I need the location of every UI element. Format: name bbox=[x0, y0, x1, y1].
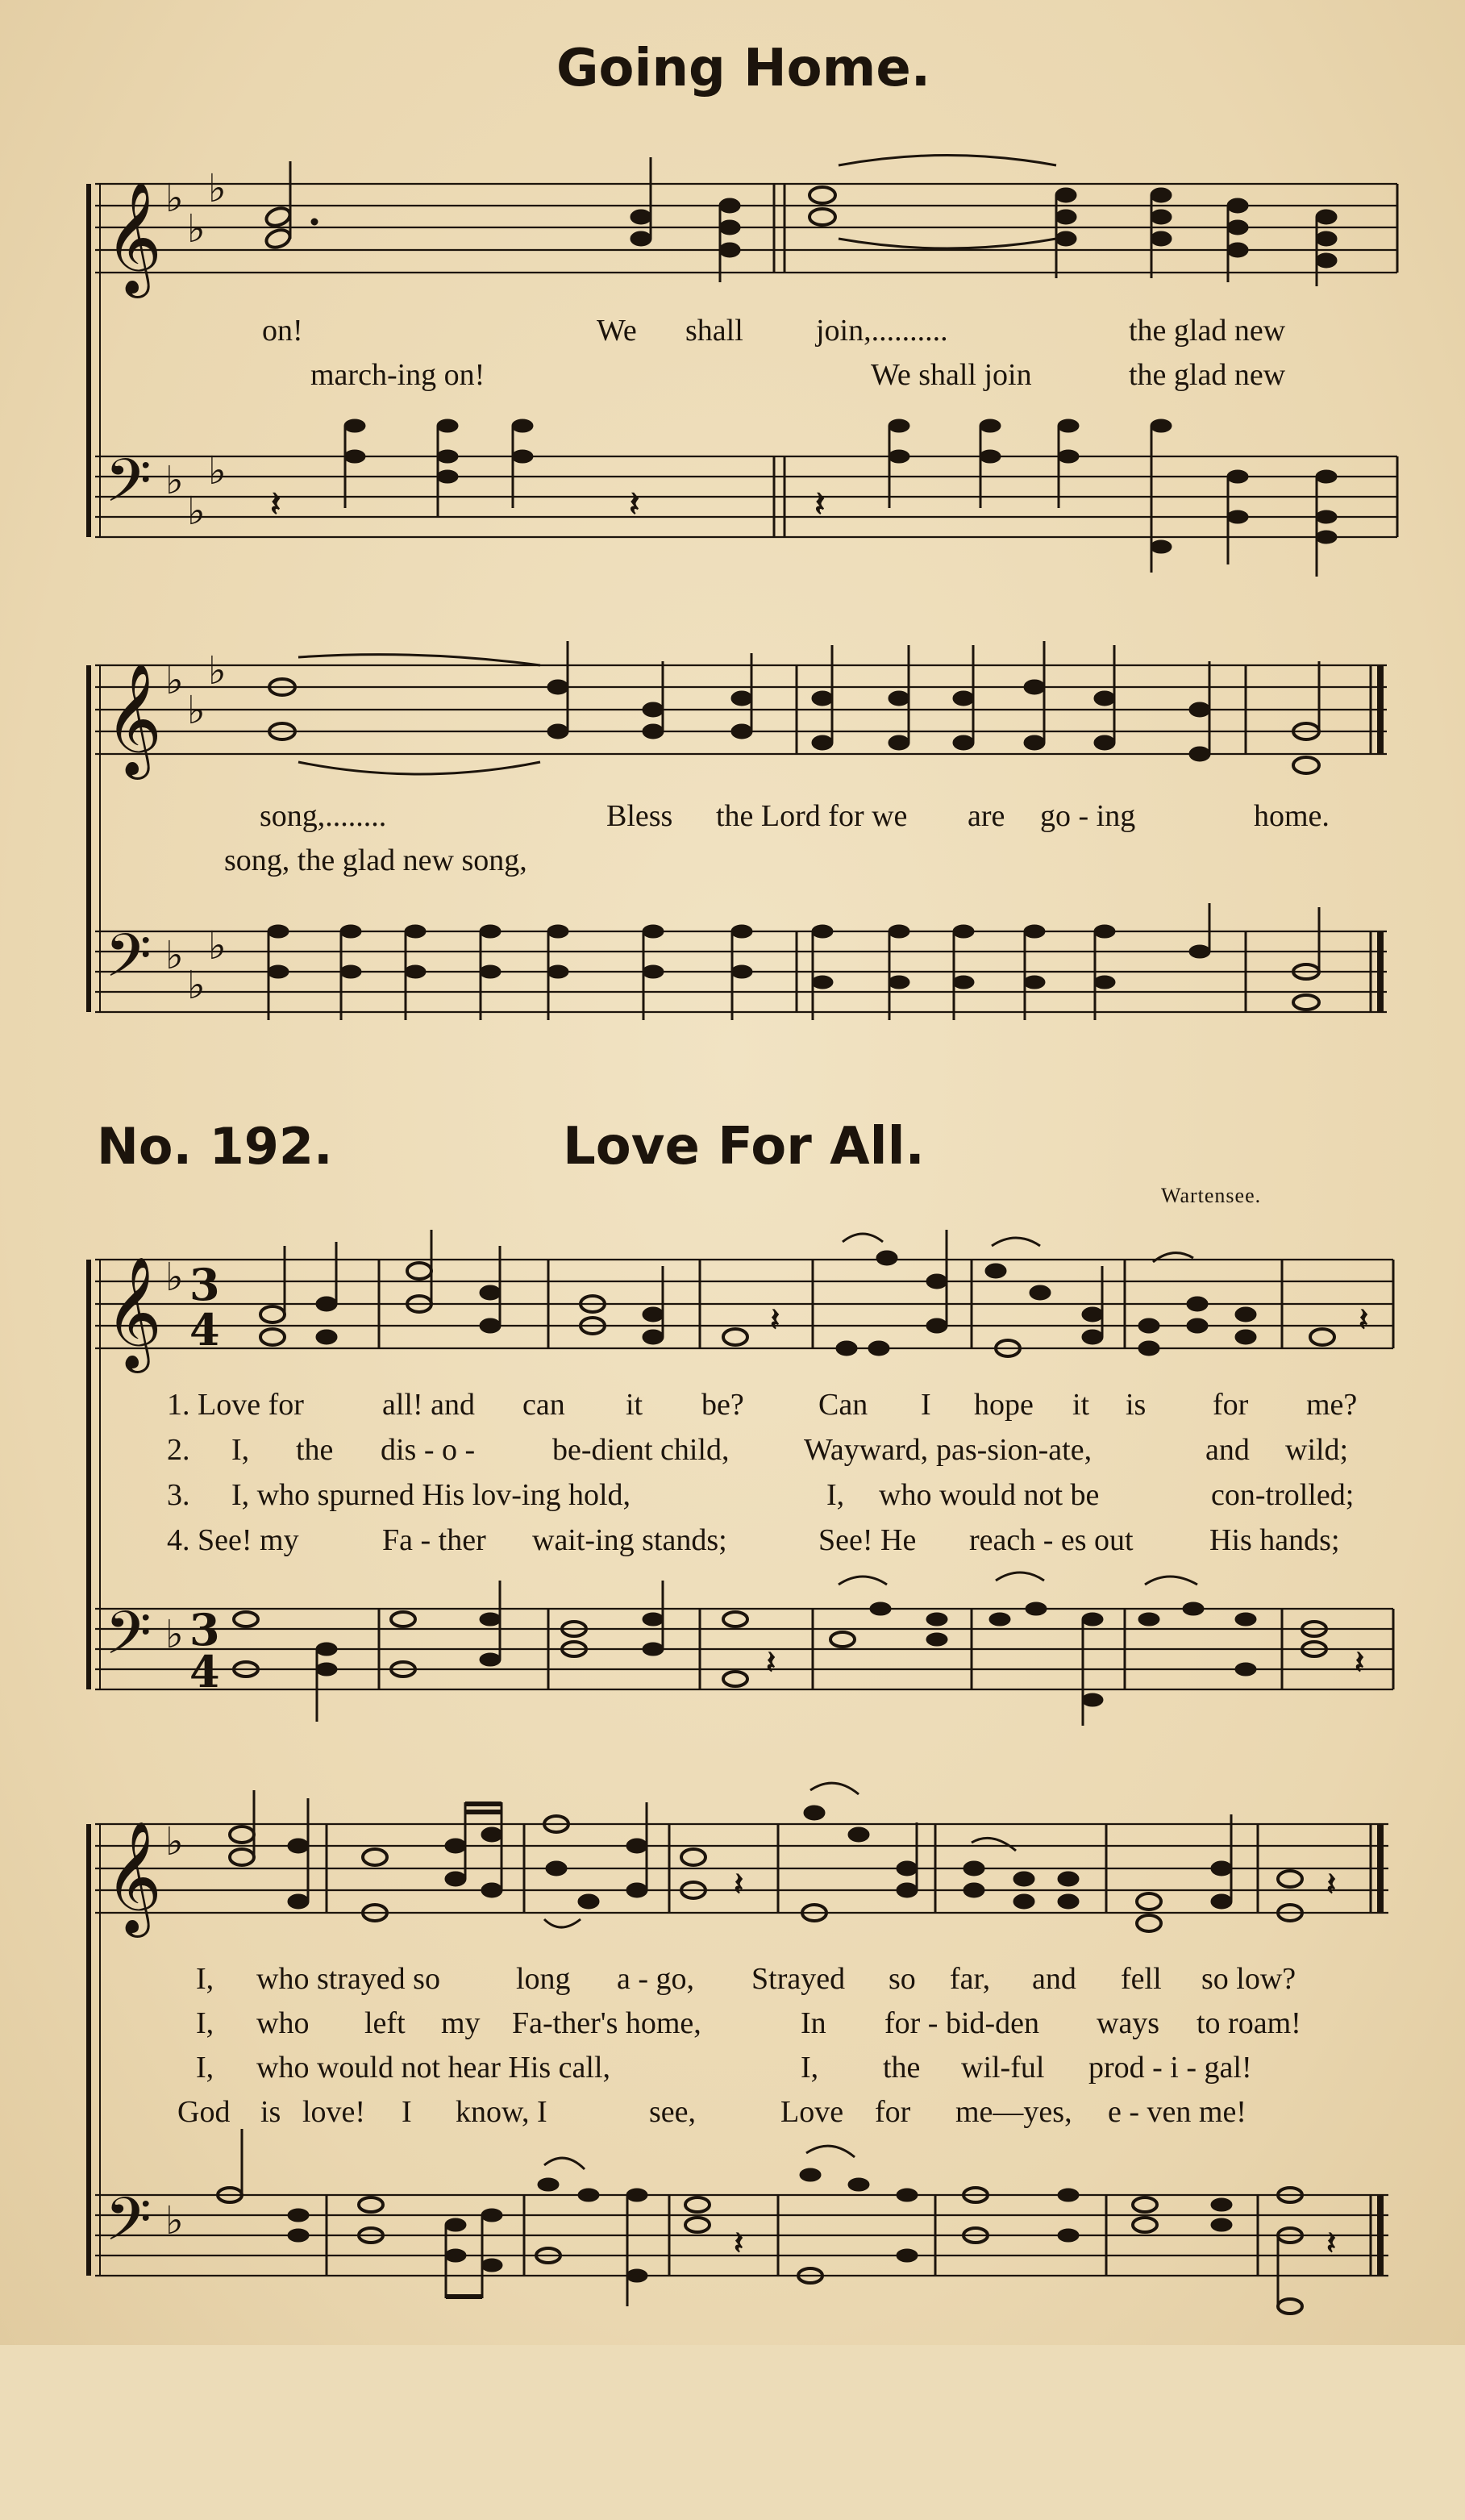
lyric-word: know, I bbox=[456, 2095, 547, 2129]
lyric-word: song, the glad new song, bbox=[224, 843, 527, 877]
lyric-word: I bbox=[921, 1388, 931, 1422]
hymn-title-love-for-all: Love For All. bbox=[563, 1117, 925, 1177]
svg-text:𝄽: 𝄽 bbox=[1359, 1302, 1369, 1339]
lyric-word: fell bbox=[1121, 1962, 1162, 1996]
svg-text:♭: ♭ bbox=[165, 1255, 184, 1300]
svg-text:♭: ♭ bbox=[187, 963, 206, 1008]
lyric-word: I bbox=[402, 2095, 412, 2129]
lyric-word: far, bbox=[950, 1962, 991, 1996]
lyric-word: the bbox=[883, 2051, 921, 2085]
svg-text:𝄽: 𝄽 bbox=[1326, 1866, 1337, 1903]
lyric-word: be? bbox=[701, 1388, 744, 1422]
svg-text:♭: ♭ bbox=[165, 176, 184, 221]
lyric-word: Love bbox=[780, 2095, 844, 2129]
lyric-word: are bbox=[968, 799, 1005, 833]
lyric-word: join,.......... bbox=[816, 314, 948, 348]
lyric-word: the glad new bbox=[1129, 314, 1286, 348]
svg-text:𝄽: 𝄽 bbox=[734, 2225, 744, 2262]
lyric-word: the glad new bbox=[1129, 358, 1286, 392]
lyric-word: hope bbox=[974, 1388, 1034, 1422]
lyric-word: prod - i - gal! bbox=[1088, 2051, 1252, 2085]
hymn-title-going-home: Going Home. bbox=[556, 39, 931, 98]
lyric-word: Fa - ther bbox=[382, 1523, 486, 1557]
svg-text:𝄽: 𝄽 bbox=[734, 1866, 744, 1903]
svg-text:♭: ♭ bbox=[187, 489, 206, 534]
svg-text:♭: ♭ bbox=[208, 166, 227, 211]
lyric-word: I, bbox=[196, 1962, 214, 1996]
time-sig-top: 3 bbox=[189, 1604, 220, 1656]
lyric-word: 3. bbox=[167, 1478, 190, 1512]
svg-text:♭: ♭ bbox=[165, 1819, 184, 1864]
hymn-number: No. 192. bbox=[97, 1117, 333, 1176]
lyric-word: I, bbox=[196, 2006, 214, 2040]
lyric-word: I, bbox=[801, 2051, 819, 2085]
lyric-word: Bless bbox=[606, 799, 673, 833]
svg-text:♭: ♭ bbox=[165, 458, 184, 503]
lyric-word: Strayed bbox=[751, 1962, 846, 1996]
composer-credit: Wartensee. bbox=[1161, 1184, 1262, 1207]
time-sig-top: 3 bbox=[189, 1259, 220, 1310]
svg-text:𝄽: 𝄽 bbox=[270, 484, 281, 525]
svg-text:𝄽: 𝄽 bbox=[1355, 1644, 1365, 1681]
bass-clef-icon: 𝄢 bbox=[105, 446, 152, 531]
treble-clef-icon: 𝄞 bbox=[105, 181, 162, 294]
lyric-word: for - bid-den bbox=[884, 2006, 1040, 2040]
svg-text:♭: ♭ bbox=[208, 648, 227, 694]
lyric-word: song,........ bbox=[260, 799, 387, 833]
lyric-word: me—yes, bbox=[955, 2095, 1072, 2129]
lyric-word: 1. Love for bbox=[167, 1388, 304, 1422]
svg-text:𝄽: 𝄽 bbox=[1326, 2225, 1337, 2262]
lyric-word: shall bbox=[685, 314, 743, 348]
lyric-word: and bbox=[1032, 1962, 1076, 1996]
lyric-word: who strayed so bbox=[256, 1962, 440, 1996]
lyric-word: wait-ing stands; bbox=[532, 1523, 727, 1557]
treble-clef-icon: 𝄞 bbox=[105, 1256, 162, 1368]
lyric-word: 4. See! my bbox=[167, 1523, 299, 1557]
lyric-word: con-trolled; bbox=[1211, 1478, 1355, 1512]
svg-text:♭: ♭ bbox=[165, 1612, 184, 1657]
lyric-word: We shall join bbox=[871, 358, 1032, 392]
svg-text:𝄽: 𝄽 bbox=[770, 1302, 780, 1339]
svg-text:♭: ♭ bbox=[187, 688, 206, 733]
lyric-word: can bbox=[522, 1388, 565, 1422]
svg-text:𝄽: 𝄽 bbox=[814, 484, 826, 525]
lyric-word: march-ing on! bbox=[310, 358, 485, 392]
treble-notes-4 bbox=[230, 1783, 1336, 1931]
treble-clef-icon: 𝄞 bbox=[105, 1821, 162, 1933]
lyric-word: Can bbox=[818, 1388, 868, 1422]
svg-text:♭: ♭ bbox=[208, 448, 227, 494]
lyric-word: I, bbox=[826, 1478, 845, 1512]
lyric-word: be-dient child, bbox=[552, 1433, 730, 1467]
lyric-word: it bbox=[1072, 1388, 1090, 1422]
lyric-word: to roam! bbox=[1197, 2006, 1301, 2040]
lyric-word: so low? bbox=[1201, 1962, 1296, 1996]
lyric-word: ways bbox=[1097, 2006, 1160, 2040]
lyric-word: dis - o - bbox=[381, 1433, 476, 1467]
lyric-word: reach - es out bbox=[969, 1523, 1134, 1557]
svg-text:♭: ♭ bbox=[208, 923, 227, 968]
bass-clef-icon: 𝄢 bbox=[105, 921, 152, 1006]
bass-clef-icon: 𝄢 bbox=[105, 2185, 152, 2269]
lyric-word: is bbox=[1126, 1388, 1147, 1422]
lyric-word: who bbox=[256, 2006, 310, 2040]
svg-text:♭: ♭ bbox=[165, 658, 184, 703]
lyric-word: wild; bbox=[1285, 1433, 1349, 1467]
lyric-word: I, bbox=[231, 1433, 250, 1467]
lyric-word: Fa-ther's home, bbox=[512, 2006, 701, 2040]
bass-clef-icon: 𝄢 bbox=[105, 1598, 152, 1683]
lyric-word: pas-sion-ate, bbox=[936, 1433, 1093, 1467]
lyric-word: I, bbox=[196, 2051, 214, 2085]
time-sig-bottom: 4 bbox=[189, 1646, 220, 1697]
lyric-word: His hands; bbox=[1209, 1523, 1340, 1557]
lyric-word: who would not hear His call, bbox=[256, 2051, 611, 2085]
svg-text:𝄽: 𝄽 bbox=[629, 484, 640, 525]
lyric-word: who would not be bbox=[879, 1478, 1100, 1512]
lyric-word: We bbox=[597, 314, 637, 348]
svg-text:♭: ♭ bbox=[165, 933, 184, 978]
lyric-word: See! He bbox=[818, 1523, 917, 1557]
lyric-word: and bbox=[1205, 1433, 1250, 1467]
lyric-word: for bbox=[1213, 1388, 1249, 1422]
lyric-word: 2. bbox=[167, 1433, 190, 1467]
lyric-word: my bbox=[441, 2006, 481, 2040]
lyric-word: a - go, bbox=[617, 1962, 695, 1996]
lyric-word: the Lord for we bbox=[716, 799, 908, 833]
lyric-word: for bbox=[875, 2095, 911, 2129]
lyric-word: the bbox=[296, 1433, 334, 1467]
lyric-word: go - ing bbox=[1040, 799, 1136, 833]
lyric-word: I, who spurned His lov-ing hold, bbox=[231, 1478, 631, 1512]
lyric-word: it bbox=[626, 1388, 643, 1422]
lyric-word: left bbox=[364, 2006, 406, 2040]
lyric-word: home. bbox=[1254, 799, 1330, 833]
lyric-word: love! bbox=[302, 2095, 366, 2129]
svg-text:𝄽: 𝄽 bbox=[766, 1644, 776, 1681]
verse-line-8 bbox=[0, 2094, 1465, 2520]
svg-text:♭: ♭ bbox=[165, 2198, 184, 2243]
lyric-word: on! bbox=[262, 314, 303, 348]
lyric-word: long bbox=[516, 1962, 571, 1996]
lyric-word: see, bbox=[649, 2095, 697, 2129]
lyric-word: me? bbox=[1306, 1388, 1358, 1422]
lyric-word: Wayward, bbox=[804, 1433, 929, 1467]
lyric-word: is bbox=[260, 2095, 281, 2129]
time-sig-bottom: 4 bbox=[189, 1304, 220, 1356]
lyric-word: wil-ful bbox=[961, 2051, 1045, 2085]
lyric-word: so bbox=[889, 1962, 916, 1996]
lyric-word: all! and bbox=[382, 1388, 476, 1422]
lyric-word: God bbox=[177, 2095, 231, 2129]
lyric-word: In bbox=[801, 2006, 826, 2040]
svg-text:♭: ♭ bbox=[187, 206, 206, 252]
treble-clef-icon: 𝄞 bbox=[105, 663, 162, 775]
lyric-word: e - ven me! bbox=[1108, 2095, 1246, 2129]
